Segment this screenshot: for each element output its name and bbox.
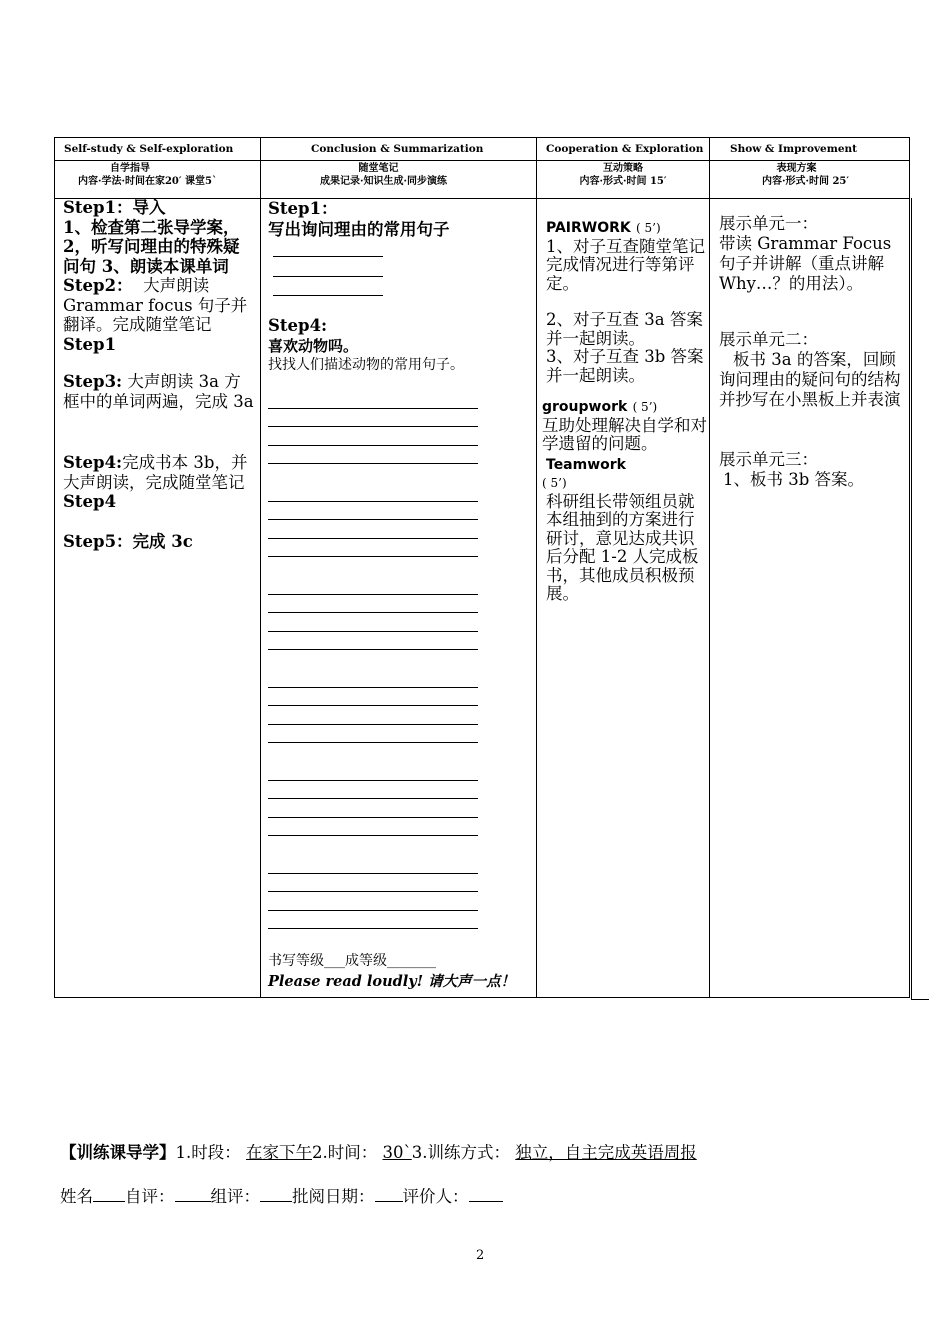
writing-line xyxy=(268,873,478,874)
header-cooperation: Cooperation & Exploration xyxy=(546,143,704,155)
header-self-study: Self-study & Self-exploration xyxy=(64,143,234,155)
pairwork-label: PAIRWORK xyxy=(546,220,631,236)
note-step4-title: 喜欢动物吗。 xyxy=(268,337,359,355)
writing-line xyxy=(273,295,383,296)
pairwork-heading xyxy=(546,218,707,238)
step2-label: Step2： xyxy=(63,276,133,295)
note-step4-label: Step4: xyxy=(268,316,328,335)
group-eval-blank xyxy=(260,1187,292,1202)
name-blank xyxy=(93,1187,125,1202)
row-divider xyxy=(911,999,929,1000)
step4-text xyxy=(63,453,255,512)
writing-line xyxy=(268,408,478,409)
step5-text: Step5：完成 3c xyxy=(63,531,193,551)
teamwork-body: 科研组长带领组员就本组抽到的方案进行研讨，意见达成共识后分配 1-2 人完成板书，其他成员积极预展。 xyxy=(546,491,699,603)
self-study-column xyxy=(63,198,255,551)
writing-line xyxy=(268,705,478,706)
period-value: 在家下午 xyxy=(246,1143,312,1162)
step3-text xyxy=(63,372,255,411)
column-divider xyxy=(709,138,710,997)
step3-label: Step3: xyxy=(63,372,123,391)
evaluation-line xyxy=(60,1183,503,1207)
step1-heading: Step1：导入 xyxy=(63,198,166,217)
note-step1-label: Step1： xyxy=(268,199,338,218)
writing-line xyxy=(268,742,478,743)
header-cn-sub: 内容·学法·时间在家20′ 课堂5` xyxy=(78,176,217,187)
step2-tail: Step1 xyxy=(63,334,117,354)
header-cn-sub: 成果记录·知识生成·同步演练 xyxy=(320,176,447,187)
writing-line xyxy=(268,724,478,725)
writing-line xyxy=(273,256,383,257)
step4-label: Step4: xyxy=(63,453,123,472)
writing-line xyxy=(268,910,478,911)
writing-line xyxy=(268,445,478,446)
header-cn-title: 随堂笔记 xyxy=(358,163,399,174)
writing-line xyxy=(268,687,478,688)
unit1-body: 带读 Grammar Focus 句子并讲解（重点讲解 Why…？的用法）。 xyxy=(719,234,892,293)
slogan: Please read loudly! 请大声一点！ xyxy=(268,973,516,990)
writing-line xyxy=(268,631,478,632)
study-plan-table xyxy=(54,137,910,998)
header-conclusion: Conclusion & Summarization xyxy=(311,143,484,155)
header-conclusion-cn xyxy=(261,162,536,188)
header-show-cn xyxy=(710,162,911,188)
writing-line xyxy=(268,556,478,557)
groupwork-heading xyxy=(542,397,707,417)
group-eval-label: 组评： xyxy=(210,1187,260,1206)
reviewer-blank xyxy=(469,1187,503,1202)
writing-line xyxy=(268,780,478,781)
writing-line xyxy=(268,612,478,613)
review-date-label: 批阅日期： xyxy=(292,1187,375,1206)
training-guide-line xyxy=(60,1139,697,1163)
unit3-body: 1、板书 3b 答案。 xyxy=(723,470,865,489)
unit1-title: 展示单元一： xyxy=(719,214,818,233)
mode-value: 独立，自主完成英语周报 xyxy=(515,1143,697,1162)
column-divider xyxy=(260,138,261,997)
unit3-title: 展示单元三： xyxy=(719,450,818,469)
cooperation-column xyxy=(542,198,707,604)
header-cn-sub: 内容·形式·时间 25′ xyxy=(762,176,849,187)
pairwork-item-2: 2、对子互查 3a 答案并一起朗读。 xyxy=(546,310,703,348)
mode-label: 3.训练方式： xyxy=(411,1143,510,1162)
grade-line: 书写等级___成等级_______ xyxy=(268,953,436,969)
unit2-title: 展示单元二： xyxy=(719,330,818,349)
pairwork-time: ( 5’) xyxy=(636,221,661,235)
self-eval-label: 自评： xyxy=(125,1187,175,1206)
writing-line xyxy=(273,276,383,277)
header-cn-title: 互动策略 xyxy=(603,163,643,174)
writing-line xyxy=(268,928,478,929)
writing-line xyxy=(268,649,478,650)
step1-body: 1、检查第二张导学案，2，听写问理由的特殊疑问句 3、朗读本课单词 xyxy=(63,217,240,276)
time-value: 30` xyxy=(382,1143,412,1162)
column-divider xyxy=(911,198,912,999)
step3-body: 大声朗读 3a 方框中的单词两遍，完成 3a xyxy=(63,372,254,411)
writing-line xyxy=(268,426,478,427)
writing-line xyxy=(268,594,478,595)
training-title: 【训练课导学】 xyxy=(60,1143,176,1162)
header-cn-title: 自学指导 xyxy=(110,163,150,174)
step2-body: 大声朗读 Grammar focus 句子并翻译。完成随堂笔记 xyxy=(63,276,248,334)
period-label: 1.时段： xyxy=(175,1143,241,1162)
writing-line xyxy=(268,519,478,520)
conclusion-column xyxy=(268,198,538,373)
groupwork-body: 互助处理解决自学和对学遗留的问题。 xyxy=(542,415,707,453)
step2-text xyxy=(63,276,255,335)
note-step1-body: 写出询问理由的常用句子 xyxy=(268,220,450,239)
header-cn-sub: 内容·形式·时间 15′ xyxy=(579,176,667,187)
groupwork-time: ( 5’) xyxy=(632,400,658,414)
step4-body: 完成书本 3b，并大声朗读，完成随堂笔记 xyxy=(63,453,248,492)
writing-line xyxy=(268,817,478,818)
header-cn-title: 表现方案 xyxy=(776,163,817,174)
name-label: 姓名 xyxy=(60,1187,93,1206)
pairwork-item-3: 3、对子互查 3b 答案并一起朗读。 xyxy=(546,347,704,385)
reviewer-label: 评价人： xyxy=(402,1187,469,1206)
pairwork-item-1: 1、对子互查随堂笔记完成情况进行等第评定。 xyxy=(546,236,705,293)
row-divider xyxy=(55,160,909,161)
show-column xyxy=(719,198,905,490)
step4-tail: Step4 xyxy=(63,492,117,511)
self-eval-blank xyxy=(175,1187,211,1202)
groupwork-label: groupwork xyxy=(542,399,628,415)
page-number: 2 xyxy=(476,1248,485,1263)
note-step4-body: 找找人们描述动物的常用句子。 xyxy=(268,357,464,373)
writing-line xyxy=(268,463,478,464)
writing-line xyxy=(268,798,478,799)
writing-line xyxy=(268,891,478,892)
column-divider xyxy=(536,138,537,997)
header-show: Show & Improvement xyxy=(730,143,858,155)
writing-line xyxy=(268,835,478,836)
unit2-body: 板书 3a 的答案，回顾询问理由的疑问句的结构并抄写在小黑板上并表演 xyxy=(719,350,901,409)
time-label: 2.时间： xyxy=(312,1143,378,1162)
writing-line xyxy=(268,538,478,539)
writing-line xyxy=(268,501,478,502)
review-date-blank xyxy=(375,1187,403,1202)
teamwork-time: ( 5’) xyxy=(542,476,567,490)
teamwork-label: Teamwork xyxy=(546,456,626,473)
